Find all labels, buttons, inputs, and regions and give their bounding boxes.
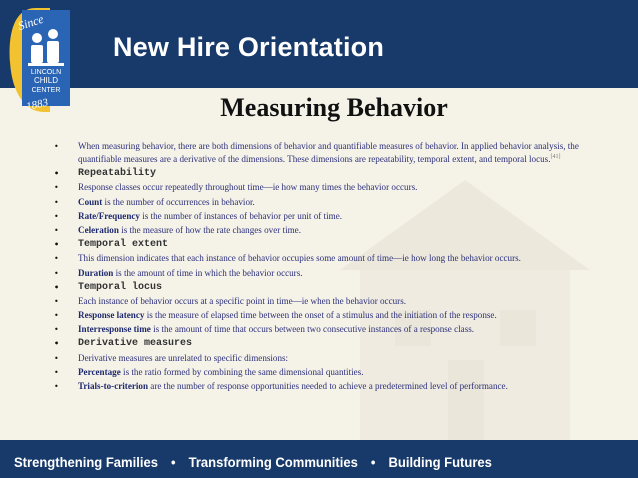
bullet-list bbox=[54, 141, 614, 395]
bullet-icon: • bbox=[54, 197, 59, 207]
bullet-term: Response latency bbox=[78, 310, 145, 321]
bullet-item bbox=[54, 268, 614, 279]
bullet-item bbox=[54, 141, 614, 165]
bullet-term: Percentage bbox=[78, 366, 121, 377]
logo-year-text: 1883 bbox=[25, 96, 50, 113]
footer-bar bbox=[0, 440, 638, 478]
bullet-item bbox=[54, 197, 614, 208]
bullet-text: is the amount of time that occurs between two consecutive instances of a response class. bbox=[150, 324, 475, 335]
bullet-item bbox=[54, 353, 614, 364]
slide-title: Measuring Behavior bbox=[220, 93, 448, 122]
bullet-text: Repeatability bbox=[78, 168, 157, 180]
section-heading bbox=[54, 168, 614, 179]
section-heading bbox=[54, 338, 614, 349]
bullet-item bbox=[54, 211, 614, 222]
bullet-term: Celeration bbox=[78, 224, 119, 235]
bullet-text: is the amount of time in which the behavior occurs. bbox=[113, 267, 303, 278]
logo-name-line-1: LINCOLN bbox=[30, 69, 62, 76]
section-heading bbox=[54, 239, 614, 250]
bullet-icon: • bbox=[54, 367, 59, 377]
bullet-icon: • bbox=[54, 240, 60, 250]
bullet-text: is the measure of elapsed time between the onset of a stimulus and the initiation of the response. bbox=[144, 310, 497, 321]
bullet-text: Response classes occur repeatedly throughout time—ie how many times the behavior occurs. bbox=[78, 182, 418, 193]
bullet-item bbox=[54, 182, 614, 193]
section-heading bbox=[54, 282, 614, 293]
bullet-item bbox=[54, 296, 614, 307]
footer-part-1: Strengthening Families bbox=[14, 454, 158, 470]
reference-mark: [41] bbox=[550, 154, 561, 160]
bullet-text: This dimension indicates that each instance of behavior occupies some amount of time—ie how long the behavior occurs. bbox=[78, 253, 521, 264]
bullet-text: Derivative measures bbox=[78, 338, 193, 350]
bullet-text: When measuring behavior, there are both dimensions of behavior and quantifiable measures of behavior. In applied behavior analysis, the quantifiable measures are a derivative of the dimensions. These dimensions are repeatability, temporal extent, and temporal locus. bbox=[78, 141, 579, 165]
bullet-text: is the number of instances of behavior per unit of time. bbox=[139, 210, 342, 221]
bullet-item bbox=[54, 367, 614, 378]
bullet-item bbox=[54, 253, 614, 264]
footer-separator: • bbox=[170, 454, 176, 470]
logo-name-line-3: CENTER bbox=[31, 87, 61, 94]
bullet-icon: • bbox=[54, 254, 59, 264]
bullet-text: Derivative measures are unrelated to specific dimensions: bbox=[78, 352, 289, 363]
bullet-text: is the measure of how the rate changes over time. bbox=[118, 224, 301, 235]
bullet-icon: • bbox=[54, 282, 60, 292]
bullet-icon: • bbox=[54, 268, 59, 278]
logo-since-text: Since bbox=[16, 11, 46, 34]
bullet-text: are the number of response opportunities needed to achieve a predetermined level of performance. bbox=[148, 381, 508, 392]
logo-name-line-2: CHILD bbox=[33, 76, 59, 85]
bullet-icon: • bbox=[54, 225, 59, 235]
bullet-icon: • bbox=[54, 353, 59, 363]
footer-part-3: Building Futures bbox=[388, 454, 492, 470]
bullet-icon: • bbox=[54, 296, 59, 306]
bullet-text: Temporal extent bbox=[78, 239, 169, 251]
bullet-item bbox=[54, 324, 614, 335]
bullet-icon: • bbox=[54, 211, 59, 221]
bullet-item bbox=[54, 381, 614, 392]
bullet-icon: • bbox=[54, 382, 59, 392]
footer-part-2: Transforming Communities bbox=[188, 454, 358, 470]
bullet-term: Trials-to-criterion bbox=[78, 381, 149, 392]
bullet-text: is the number of occurrences in behavior. bbox=[102, 196, 255, 207]
header-title: New Hire Orientation bbox=[113, 32, 385, 62]
bullet-text: Each instance of behavior occurs at a specific point in time—ie when the behavior occurs. bbox=[78, 295, 407, 306]
bullet-term: Rate/Frequency bbox=[78, 210, 140, 221]
bullet-item bbox=[54, 310, 614, 321]
bullet-item bbox=[54, 225, 614, 236]
bullet-icon: • bbox=[54, 339, 60, 349]
bullet-term: Count bbox=[78, 196, 103, 207]
bullet-icon: • bbox=[54, 311, 59, 321]
bullet-icon: • bbox=[54, 183, 59, 193]
footer-separator: • bbox=[370, 454, 376, 470]
bullet-term: Interresponse time bbox=[78, 324, 151, 335]
bullet-text: is the ratio formed by combining the same dimensional quantities. bbox=[120, 366, 364, 377]
bullet-icon: • bbox=[54, 325, 59, 335]
bullet-icon: • bbox=[54, 169, 60, 179]
bullet-icon: • bbox=[54, 142, 59, 151]
bullet-text: Temporal locus bbox=[78, 281, 163, 293]
footer-tagline bbox=[14, 454, 492, 470]
bullet-term: Duration bbox=[78, 267, 114, 278]
